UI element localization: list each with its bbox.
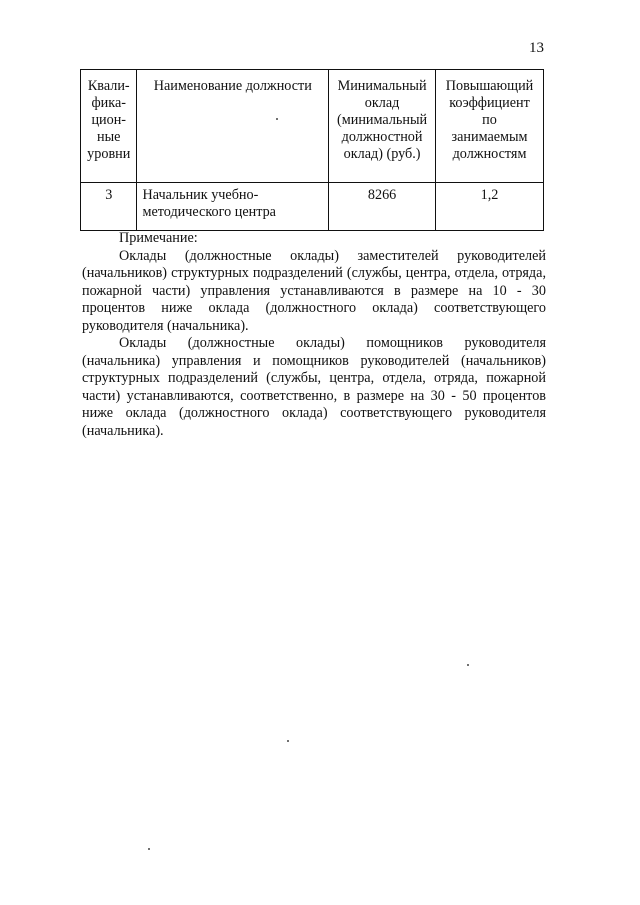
note-paragraph: Оклады (должностные оклады) помощников руководителя (начальника) управления и помощников руководителей (начальников) структурных подразделений (службы, центра, отдела, отряда, пожарной части) устанавливаются, соответственно, в размере на 30 - 50 процентов ниже оклада (должностного оклада) соответствующего руководителя (начальника). [82, 335, 546, 439]
header-line: фика- [91, 95, 126, 111]
header-line: коэффициент [449, 95, 530, 111]
scan-speck [276, 118, 278, 120]
header-line: (минимальный [337, 112, 428, 128]
header-qualification-level [81, 70, 137, 183]
note-paragraph: Оклады (должностные оклады) заместителей руководителей (начальников) структурных подразделений (службы, центра, отдела, отряда, пожарной части) управления устанавливаются в размере на 10 - 30 процентов ниже оклада (должностного оклада) соответствующего руководителя (начальника). [82, 247, 546, 334]
header-line: Повышающий [445, 78, 534, 94]
header-line: ные [97, 129, 121, 145]
header-increasing-coefficient [436, 70, 544, 183]
header-line: цион- [91, 112, 127, 128]
header-line: уровни [87, 146, 131, 162]
table-row [81, 183, 544, 231]
salary-table [80, 69, 544, 231]
page-number: 13 [529, 40, 544, 56]
cell-position-line: методического центра [142, 204, 276, 220]
header-line: Квали- [87, 78, 130, 94]
header-position-name [137, 70, 329, 183]
cell-position [137, 183, 329, 231]
cell-salary: 8266 [329, 183, 436, 231]
scan-speck [148, 848, 150, 850]
cell-coefficient: 1,2 [436, 183, 544, 231]
scan-speck [287, 740, 289, 742]
notes-section [82, 230, 546, 440]
header-minimum-salary [329, 70, 436, 183]
table-header-row [81, 70, 544, 183]
header-line: занимаемым [451, 129, 528, 145]
cell-position-line: Начальник учебно- [142, 187, 259, 203]
header-line: по [482, 112, 497, 128]
header-line: Наименование должности [153, 78, 312, 94]
header-line: оклад [364, 95, 400, 111]
cell-level: 3 [81, 183, 137, 231]
scan-speck [467, 664, 469, 666]
header-line: должностям [452, 146, 527, 162]
header-line: Минимальный [337, 78, 427, 94]
notes-title: Примечание: [119, 230, 198, 246]
header-line: должностной [341, 129, 423, 145]
header-line: оклад) (руб.) [343, 146, 421, 162]
